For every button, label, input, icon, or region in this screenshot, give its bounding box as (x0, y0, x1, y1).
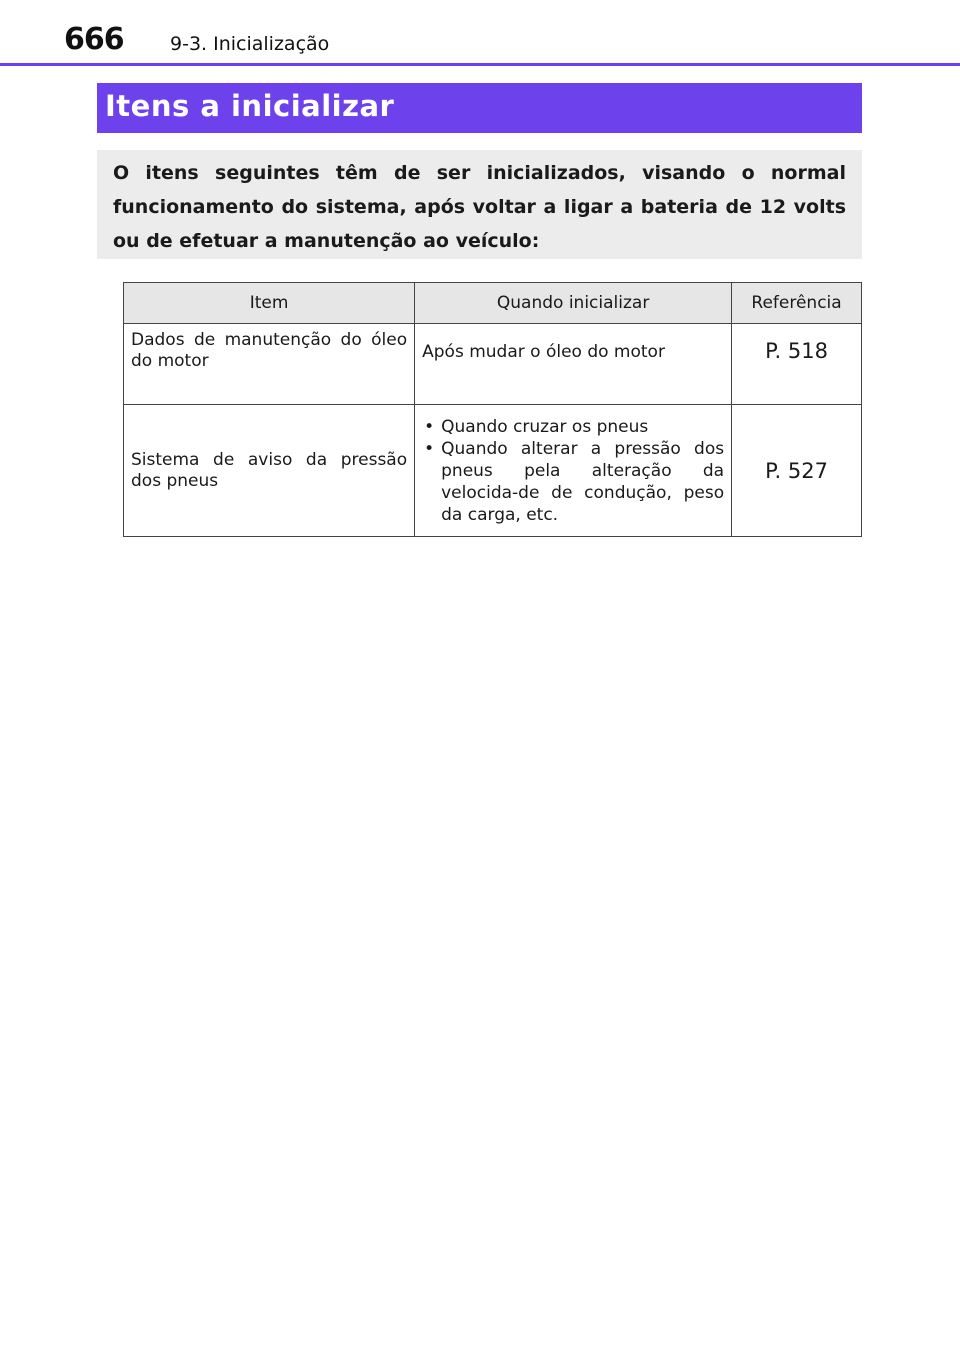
column-header-when: Quando inicializar (415, 283, 732, 324)
table-row (124, 405, 862, 537)
bullet-icon: • (424, 438, 435, 459)
page-title: Itens a inicializar (105, 89, 395, 123)
intro-box (97, 150, 862, 259)
page-header (0, 0, 960, 66)
table-row (124, 324, 862, 405)
intro-text: O itens seguintes têm de ser inicializados, visando o normal funcionamento do sistema, após voltar a ligar a bateria de 12 volts ou de efetuar a manutenção ao veículo: (113, 162, 846, 252)
title-banner (97, 83, 862, 133)
row-item-cell: Sistema de aviso da pressão dos pneus (124, 405, 415, 537)
row-reference-cell: P. 518 (732, 324, 862, 405)
row-when-cell: Após mudar o óleo do motor (415, 324, 732, 405)
when-bullet-list (422, 416, 724, 526)
initialization-table (123, 282, 862, 537)
row-reference-cell: P. 527 (732, 405, 862, 537)
section-label: 9-3. Inicialização (170, 33, 330, 55)
row-when-cell (415, 405, 732, 537)
list-item-text: Quando alterar a pressão dos pneus pela alteração da velocida-de de condução, peso da carga, etc. (441, 438, 725, 525)
table-header-row (124, 283, 862, 324)
page-number: 666 (64, 22, 124, 57)
row-item-cell: Dados de manutenção do óleo do motor (124, 324, 415, 405)
column-header-reference: Referência (732, 283, 862, 324)
header-divider (0, 63, 960, 66)
bullet-icon: • (424, 416, 435, 437)
column-header-item: Item (124, 283, 415, 324)
list-item (422, 416, 724, 438)
list-item (422, 438, 724, 526)
list-item-text: Quando cruzar os pneus (441, 416, 649, 437)
